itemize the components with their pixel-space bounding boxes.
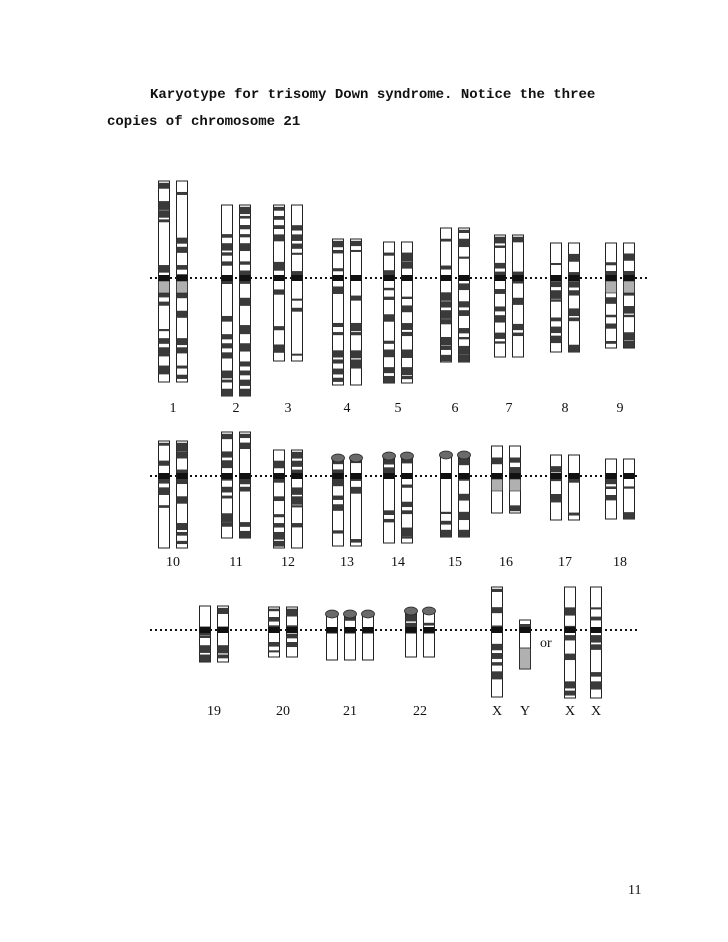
chromosome-9-copy-1 [606,243,617,348]
chromosome-7-copy-1 [495,235,506,357]
chromosome-22-copy-2 [423,607,436,657]
chromosome-label-19: 19 [207,704,221,719]
chromosome-label-20: 20 [276,704,290,719]
chromosome-label-7: 7 [505,401,513,416]
chromosome-15-copy-1 [440,451,453,537]
chromosome-label-15: 15 [448,555,462,570]
chromosome-label-5: 5 [394,401,402,416]
chromosome-14-copy-1 [383,452,396,543]
chromosome-label-1: 1 [169,401,177,416]
chromosome-5-copy-2 [402,242,413,383]
chromosome-17-copy-1 [551,455,562,520]
chromosome-11-copy-2 [240,432,251,538]
chromosome-label-4: 4 [343,401,351,416]
caption-line-1: Karyotype for trisomy Down syndrome. Notice the three [150,87,596,103]
chromosome-label-9: 9 [616,401,624,416]
chromosome-X-copy-1 [492,587,503,697]
chromosome-18-copy-1 [606,459,617,519]
chromosome-label-18: 18 [613,555,627,570]
chromosome-20-copy-2 [287,607,298,657]
chromosome-label-X: X [590,704,602,719]
chromosome-label-13: 13 [340,555,354,570]
chromosome-label-21: 21 [343,704,357,719]
chromosome-21-copy-1 [326,610,339,660]
chromosome-label-11: 11 [229,555,243,570]
chromosome-label-16: 16 [499,555,513,570]
chromosome-X-copy-1 [591,587,602,698]
chromosome-13-copy-1 [332,454,345,546]
chromosome-15-copy-2 [458,451,471,537]
chromosome-20-copy-1 [269,607,280,657]
chromosome-label-12: 12 [281,555,295,570]
chromosome-4-copy-2 [351,239,362,385]
or-connector: or [540,636,552,651]
chromosome-label-6: 6 [451,401,459,416]
chromosome-6-copy-1 [441,228,452,362]
chromosome-3-copy-2 [292,205,303,361]
chromosome-16-copy-1 [492,446,503,513]
chromosome-label-14: 14 [391,555,405,570]
chromosome-9-copy-2 [624,243,635,348]
caption-line-2: copies of chromosome 21 [107,114,301,130]
chromosome-label-8: 8 [561,401,569,416]
chromosome-3-copy-1 [274,205,285,361]
chromosome-10-copy-1 [159,441,170,548]
chromosome-label-22: 22 [413,704,427,719]
chromosome-Y [520,620,531,669]
chromosome-13-copy-2 [350,454,363,546]
chromosome-22-copy-1 [405,607,418,657]
chromosome-label-17: 17 [558,555,572,570]
chromosome-1-copy-2 [177,181,188,382]
chromosome-16-copy-2 [510,446,521,513]
chromosome-label-10: 10 [166,555,180,570]
chromosome-label-X: X [491,704,503,719]
chromosome-6-copy-2 [459,228,470,362]
chromosome-12-copy-2 [292,450,303,548]
chromosome-5-copy-1 [384,242,395,383]
chromosome-1-copy-1 [159,181,170,382]
chromosome-X-copy-1 [565,587,576,698]
chromosome-14-copy-2 [401,452,414,543]
chromosome-10-copy-2 [177,441,188,548]
chromosome-8-copy-1 [551,243,562,352]
chromosome-label-2: 2 [232,401,240,416]
chromosome-17-copy-2 [569,455,580,520]
chromosome-12-copy-1 [274,450,285,548]
chromosome-19-copy-2 [218,606,229,662]
chromosome-8-copy-2 [569,243,580,352]
chromosome-4-copy-1 [333,239,344,385]
chromosome-label-3: 3 [284,401,292,416]
chromosome-11-copy-1 [222,432,233,538]
chromosome-label-Y: Y [519,704,531,719]
chromosome-18-copy-2 [624,459,635,519]
chromosome-2-copy-2 [240,205,251,396]
chromosome-label-X: X [564,704,576,719]
chromosome-21-copy-2 [344,610,357,660]
chromosome-2-copy-1 [222,205,233,396]
chromosome-19-copy-1 [200,606,211,662]
chromosome-21-copy-3 [362,610,375,660]
chromosome-7-copy-2 [513,235,524,357]
page-number: 11 [628,883,642,898]
